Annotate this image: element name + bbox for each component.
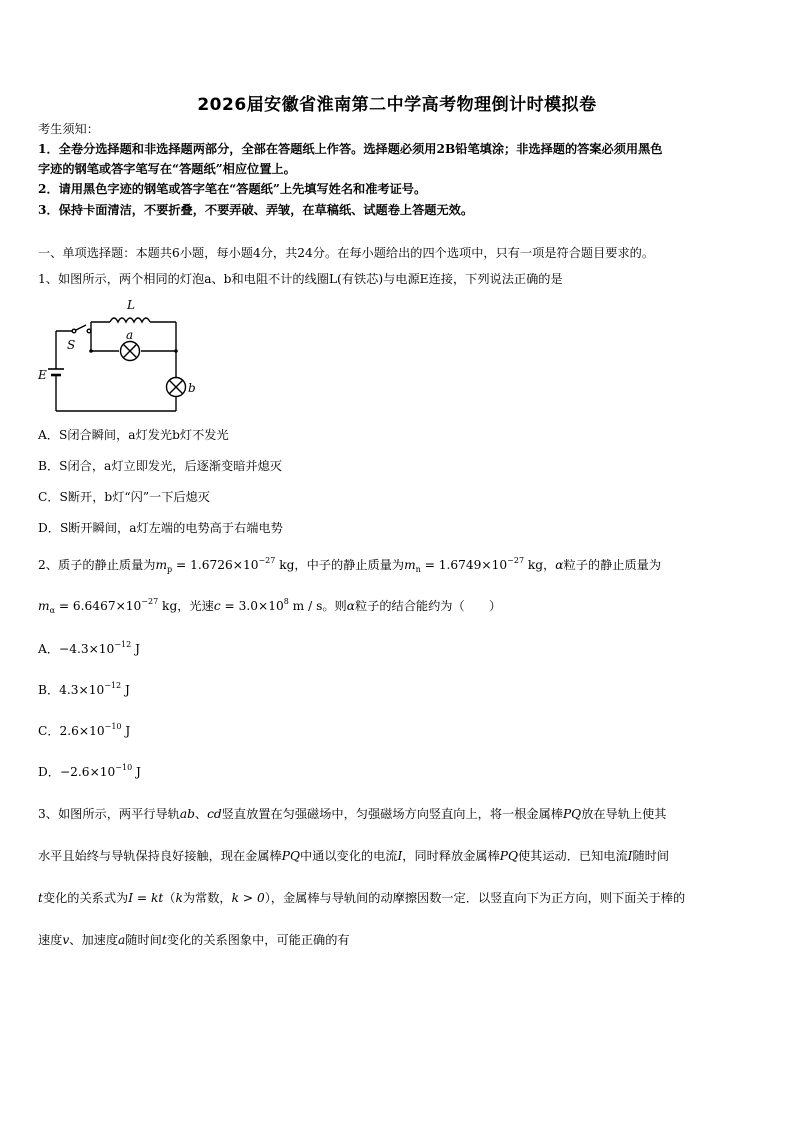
q2-option-a: A．$-4.3\times 10^{-12}$ J xyxy=(38,640,140,656)
section-heading: 一、单项选择题：本题共6小题，每小题4分，共24分。在每小题给出的四个选项中，只有一项是符合题目要求的。 xyxy=(38,246,655,260)
q2-option-d: D．$-2.6\times 10^{-10}$ J xyxy=(38,763,141,779)
notice-item-3: 3．保持卡面清洁，不要折叠，不要弄破、弄皱，在草稿纸、试题卷上答题无效。 xyxy=(38,203,474,217)
page-title: 2026届安徽省淮南第二中学高考物理倒计时模拟卷 xyxy=(197,95,597,115)
notice-item-1: 1．全卷分选择题和非选择题两部分，全部在答题纸上作答。选择题必须用2B铅笔填涂；非选择题的答案必须用黑色 xyxy=(38,142,663,156)
q3-line2: 水平且始终与导轨保持良好接触，现在金属棒PQ中通以变化的电流I，同时释放金属棒PQ使其运动．已知电流I随时间 xyxy=(38,849,670,863)
notice-item-1-cont: 字迹的钢笔或答字笔写在“答题纸”相应位置上。 xyxy=(38,162,296,176)
q2-option-b: B．$4.3\times 10^{-12}$ J xyxy=(38,681,130,697)
q3-line3: t变化的关系式为I = kt（k为常数，k > 0），金属棒与导轨间的动摩擦因数一定．以竖直向下为正方向，则下面关于棒的 xyxy=(38,891,686,905)
label-S: S xyxy=(67,338,76,352)
label-b: b xyxy=(188,381,196,395)
q1-stem: 1、如图所示，两个相同的灯泡a、b和电阻不计的线圈L(有铁芯)与电源E连接，下列说法正确的是 xyxy=(38,272,563,286)
q2-stem-line2: $m_\alpha = 6.6467\times 10^{-27}$ kg，光速$c = 3.0\times 10^8$ m / s。则α粒子的结合能约为（ ） xyxy=(38,597,502,615)
label-L: L xyxy=(127,298,135,312)
q1-option-c: C．S断开，b灯“闪”一下后熄灭 xyxy=(38,490,210,504)
q2-option-c: C．$2.6\times 10^{-10}$ J xyxy=(38,722,131,738)
q3-line4: 速度v、加速度a随时间t变化的关系图象中，可能正确的有 xyxy=(38,933,350,947)
label-a: a xyxy=(126,328,134,342)
notice-item-2: 2．请用黑色字迹的钢笔或答字笔在“答题纸”上先填写姓名和准考证号。 xyxy=(38,182,427,196)
q1-option-d: D．S断开瞬间，a灯左端的电势高于右端电势 xyxy=(38,521,283,535)
q2-stem-line1: 2、质子的静止质量为$m_p = 1.6726\times 10^{-27}$ kg，中子的静止质量为$m_n = 1.6749\times 10^{-27}$ kg，α粒子的静止质量为 xyxy=(38,556,662,574)
label-E: E xyxy=(38,368,47,382)
notice-heading: 考生须知： xyxy=(38,122,99,136)
q1-option-b: B．S闭合，a灯立即发光，后逐渐变暗并熄灭 xyxy=(38,459,282,473)
q1-option-a: A．S闭合瞬间，a灯发光b灯不发光 xyxy=(38,428,229,442)
q3-line1: 3、如图所示，两平行导轨ab、cd竖直放置在匀强磁场中，匀强磁场方向竖直向上，将一根金属棒PQ放在导轨上使其 xyxy=(38,807,667,821)
circuit-diagram xyxy=(34,295,194,415)
